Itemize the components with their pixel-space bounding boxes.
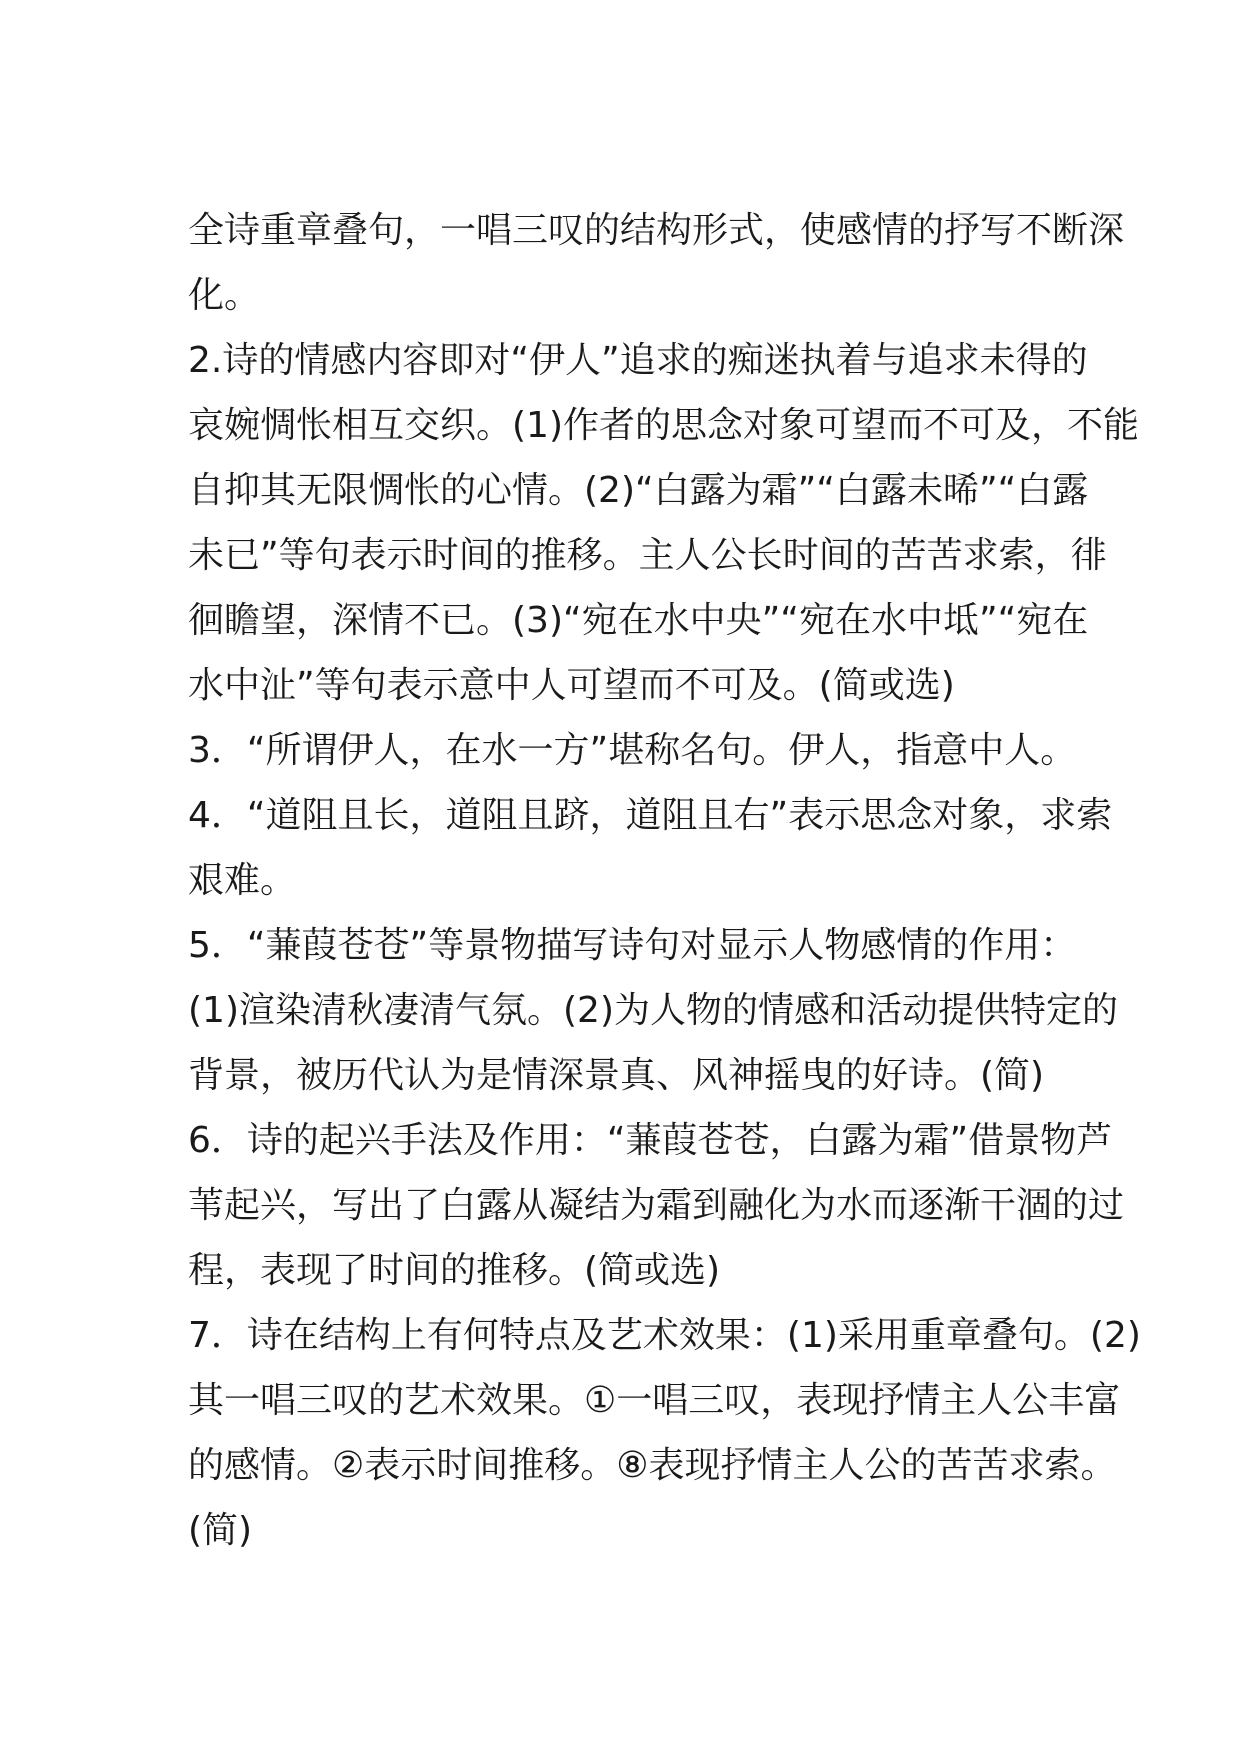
text-line: 水中沚”等句表示意中人可望而不可及。(简或选)	[188, 665, 955, 706]
text-line: 哀婉惆怅相互交织。(1)作者的思念对象可望而不可及，不能	[188, 405, 1139, 446]
text-line: 5．“蒹葭苍苍”等景物描写诗句对显示人物感情的作用：	[188, 925, 1077, 966]
text-line: 4．“道阻且长，道阻且跻，道阻且右”表示思念对象，求索	[188, 795, 1113, 836]
text-line: 其一唱三叹的艺术效果。①一唱三叹，表现抒情主人公丰富	[188, 1380, 1121, 1421]
text-line: 自抑其无限惆怅的心情。(2)“白露为霜”“白露未晞”“白露	[188, 470, 1089, 511]
text-line: 徊瞻望，深情不已。(3)“宛在水中央”“宛在水中坻”“宛在	[188, 600, 1089, 641]
text-line: 的感情。②表示时间推移。⑧表现抒情主人公的苦苦求索。	[188, 1445, 1117, 1486]
text-line: 6．诗的起兴手法及作用：“蒹葭苍苍，白露为霜”借景物芦	[188, 1120, 1113, 1161]
text-line: 化。	[188, 275, 261, 316]
text-line: 未已”等句表示时间的推移。主人公长时间的苦苦求索，徘	[188, 535, 1107, 576]
text-line: 7．诗在结构上有何特点及艺术效果：(1)采用重章叠句。(2)	[188, 1315, 1141, 1356]
text-line: 全诗重章叠句，一唱三叹的结构形式，使感情的抒写不断深	[188, 210, 1125, 251]
text-line: 苇起兴，写出了白露从凝结为霜到融化为水而逐渐干涸的过	[188, 1185, 1125, 1226]
text-line: 背景，被历代认为是情深景真、风神摇曳的好诗。(简)	[188, 1055, 1045, 1096]
text-line: 艰难。	[188, 860, 297, 901]
text-line: 3．“所谓伊人，在水一方”堪称名句。伊人，指意中人。	[188, 730, 1077, 771]
document-body	[188, 198, 1141, 1563]
text-line: 程，表现了时间的推移。(简或选)	[188, 1250, 721, 1291]
text-line: (1)渲染清秋凄清气氛。(2)为人物的情感和活动提供特定的	[188, 990, 1118, 1031]
text-line: (简)	[188, 1510, 253, 1551]
text-line: 2.诗的情感内容即对“伊人”追求的痴迷执着与追求未得的	[188, 340, 1088, 381]
